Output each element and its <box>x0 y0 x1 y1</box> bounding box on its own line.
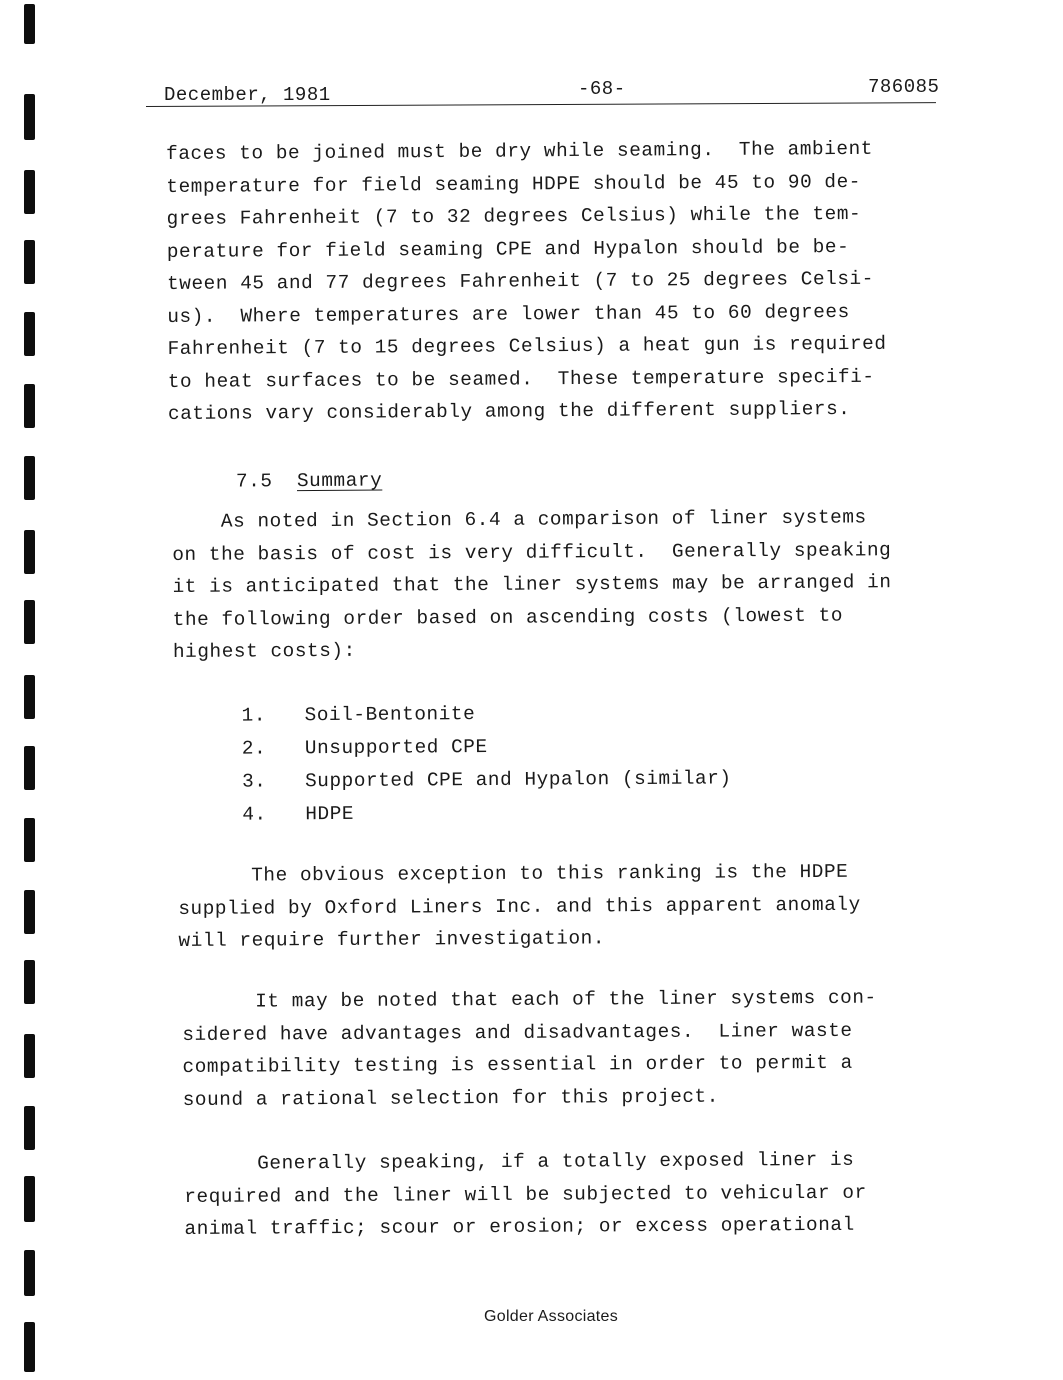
binder-mark <box>24 1176 35 1222</box>
binder-mark <box>24 675 35 719</box>
list-item-text: Supported CPE and Hypalon (similar) <box>305 767 732 793</box>
header-document-number: 786085 <box>868 76 940 98</box>
binder-mark <box>24 1322 35 1372</box>
list-item-number: 1. <box>241 704 267 727</box>
list-item-text: Unsupported CPE <box>304 735 488 760</box>
paragraph-advantages: It may be noted that each of the liner systems con- sidered have advantages and disadvantages. Liner waste compatibility testing is essential in order to permit a sound a rational selection for this project. <box>182 986 877 1111</box>
list-item <box>242 767 732 803</box>
binder-punch-marks <box>14 0 38 1380</box>
list-item-text: HDPE <box>305 802 355 826</box>
paragraph-cost-comparison: As noted in Section 6.4 a comparison of liner systems on the basis of cost is very difficult. Generally speaking it is anticipated that the liner systems may be arranged in the following order based on ascending costs (lowest to highest costs): <box>172 506 892 663</box>
section-number: 7.5 <box>235 470 273 493</box>
binder-mark <box>24 890 35 934</box>
list-item-number: 3. <box>242 770 267 793</box>
binder-mark <box>24 746 35 790</box>
binder-mark <box>24 1034 35 1078</box>
binder-mark <box>24 600 35 644</box>
ranking-list <box>242 701 732 836</box>
list-item-number: 4. <box>242 803 267 826</box>
header-date: December, 1981 <box>164 84 331 106</box>
list-item <box>242 800 732 836</box>
binder-mark <box>24 384 35 428</box>
binder-mark <box>24 94 35 140</box>
list-item <box>242 701 732 737</box>
binder-mark <box>24 456 35 500</box>
header-page-number: -68- <box>578 78 626 100</box>
binder-mark <box>24 312 35 356</box>
paragraph-exposed-liner: Generally speaking, if a totally exposed liner is required and the liner will be subjected to vehicular or animal traffic; scour or erosion; or excess operational <box>184 1148 867 1240</box>
binder-mark <box>24 1106 35 1150</box>
section-title: Summary <box>296 469 383 493</box>
binder-mark <box>24 960 35 1004</box>
binder-mark <box>24 170 35 214</box>
section-heading <box>236 469 382 492</box>
page-footer: Golder Associates <box>484 1308 619 1325</box>
paragraph-seaming-temperature: faces to be joined must be dry while seaming. The ambient temperature for field seaming HDPE should be 45 to 90 de- grees Fahrenheit (7 to 32 degrees Celsius) while the tem- perature for field seaming CPE and Hypalon should be be- tween 45 and 77 degrees Fahrenheit (7 to 25 degrees Celsi- us). Where temperatures are lower than 45 to 60 degrees Fahrenheit (7 to 15 degrees Celsius) a heat gun is required to heat surfaces to be seamed. These temperature specifi- cations vary considerably among the different suppliers. <box>166 137 887 425</box>
list-item-text: Soil-Bentonite <box>304 703 476 727</box>
binder-mark <box>24 240 35 284</box>
binder-mark <box>24 4 35 44</box>
binder-mark <box>24 530 35 574</box>
list-item-number: 2. <box>241 737 267 760</box>
list-item <box>242 734 732 770</box>
paragraph-ranking-exception: The obvious exception to this ranking is the HDPE supplied by Oxford Liners Inc. and this apparent anomaly will require further investigation. <box>178 860 861 952</box>
binder-mark <box>24 1250 35 1296</box>
binder-mark <box>24 818 35 862</box>
